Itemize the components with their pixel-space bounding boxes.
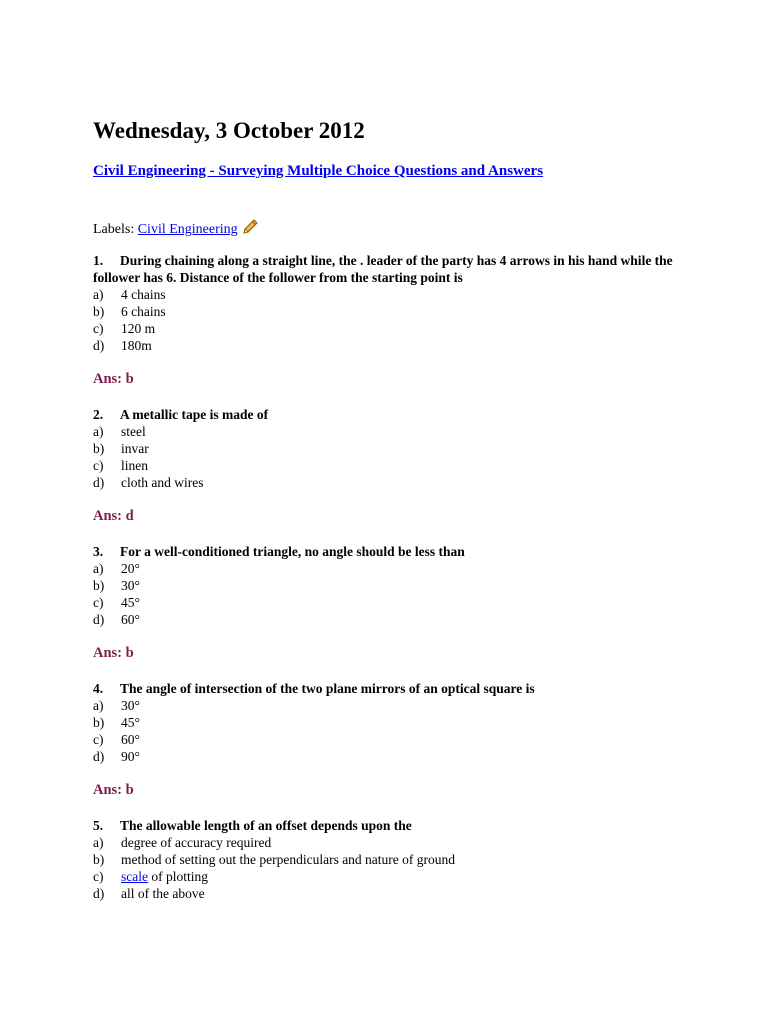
question-body: During chaining along a straight line, the . leader of the party has 4 arrows in his hand while the follower has 6. Distance of the follower from the starting point is xyxy=(93,253,673,285)
question-text xyxy=(93,543,693,560)
option-text: 45° xyxy=(121,595,140,610)
option-key: c) xyxy=(93,732,104,747)
question-number: 2. xyxy=(93,407,104,422)
question-text xyxy=(93,817,693,834)
option-key: a) xyxy=(93,835,104,850)
answer-option xyxy=(93,286,693,303)
option-text: 120 m xyxy=(121,321,156,336)
question-block xyxy=(93,406,693,525)
pencil-icon[interactable] xyxy=(241,218,259,241)
post-labels xyxy=(93,218,259,241)
answer-option xyxy=(93,697,693,714)
option-text: 4 chains xyxy=(121,287,166,302)
option-link-scale[interactable]: scale xyxy=(121,869,148,884)
option-key: c) xyxy=(93,869,104,884)
answer-option xyxy=(93,714,693,731)
answer-option xyxy=(93,457,693,474)
option-text: 6 chains xyxy=(121,304,166,319)
option-key: d) xyxy=(93,749,105,764)
answer-option xyxy=(93,851,693,868)
question-body: For a well-conditioned triangle, no angle should be less than xyxy=(120,544,465,559)
question-block xyxy=(93,817,693,920)
answer-key: Ans: b xyxy=(93,645,134,661)
option-text: 20° xyxy=(121,561,140,576)
option-key: c) xyxy=(93,595,104,610)
question-list xyxy=(93,252,693,920)
option-key: d) xyxy=(93,886,105,901)
option-key: a) xyxy=(93,424,104,439)
question-text xyxy=(93,252,693,286)
option-key: c) xyxy=(93,321,104,336)
label-link-civil-engineering[interactable]: Civil Engineering xyxy=(137,222,238,237)
option-text: 60° xyxy=(121,612,140,627)
answer-option xyxy=(93,868,693,885)
post-title-link[interactable]: Civil Engineering - Surveying Multiple Choice Questions and Answers xyxy=(93,163,544,179)
option-key: d) xyxy=(93,338,105,353)
option-key: a) xyxy=(93,287,104,302)
option-text: steel xyxy=(121,424,146,439)
question-text xyxy=(93,406,693,423)
answer-option xyxy=(93,611,693,628)
answer-option xyxy=(93,337,693,354)
option-key: b) xyxy=(93,852,105,867)
question-text xyxy=(93,680,693,697)
answer-key: Ans: d xyxy=(93,508,134,524)
post-date: Wednesday, 3 October 2012 xyxy=(93,118,365,143)
option-key: b) xyxy=(93,715,105,730)
question-number: 5. xyxy=(93,818,104,833)
question-body: The angle of intersection of the two plane mirrors of an optical square is xyxy=(120,681,535,696)
answer-option xyxy=(93,885,693,902)
answer-option xyxy=(93,423,693,440)
question-number: 4. xyxy=(93,681,104,696)
answer-option xyxy=(93,834,693,851)
option-key: b) xyxy=(93,441,105,456)
option-text: degree of accuracy required xyxy=(121,835,272,850)
answer-option xyxy=(93,440,693,457)
question-block xyxy=(93,543,693,662)
question-block xyxy=(93,252,693,388)
option-text: of plotting xyxy=(151,869,208,884)
answer-option xyxy=(93,320,693,337)
option-text: 180m xyxy=(121,338,152,353)
option-text: 90° xyxy=(121,749,140,764)
question-body: A metallic tape is made of xyxy=(120,407,269,422)
question-number: 3. xyxy=(93,544,104,559)
option-text: invar xyxy=(121,441,149,456)
answer-option xyxy=(93,731,693,748)
option-text: 30° xyxy=(121,698,140,713)
answer-key: Ans: b xyxy=(93,371,134,387)
option-text: 60° xyxy=(121,732,140,747)
option-key: d) xyxy=(93,612,105,627)
option-key: a) xyxy=(93,698,104,713)
answer-option xyxy=(93,577,693,594)
option-key: b) xyxy=(93,304,105,319)
answer-option xyxy=(93,303,693,320)
option-text: 30° xyxy=(121,578,140,593)
question-block xyxy=(93,680,693,799)
answer-option xyxy=(93,560,693,577)
option-key: b) xyxy=(93,578,105,593)
answer-key: Ans: b xyxy=(93,782,134,798)
answer-option xyxy=(93,748,693,765)
option-key: a) xyxy=(93,561,104,576)
answer-option xyxy=(93,474,693,491)
option-text: method of setting out the perpendiculars and nature of ground xyxy=(121,852,456,867)
option-text: linen xyxy=(121,458,148,473)
option-key: d) xyxy=(93,475,105,490)
option-text: cloth and wires xyxy=(121,475,204,490)
question-body: The allowable length of an offset depends upon the xyxy=(120,818,412,833)
option-text: all of the above xyxy=(121,886,205,901)
labels-prefix: Labels: xyxy=(93,222,138,237)
option-key: c) xyxy=(93,458,104,473)
question-number: 1. xyxy=(93,253,104,268)
answer-option xyxy=(93,594,693,611)
option-text: 45° xyxy=(121,715,140,730)
